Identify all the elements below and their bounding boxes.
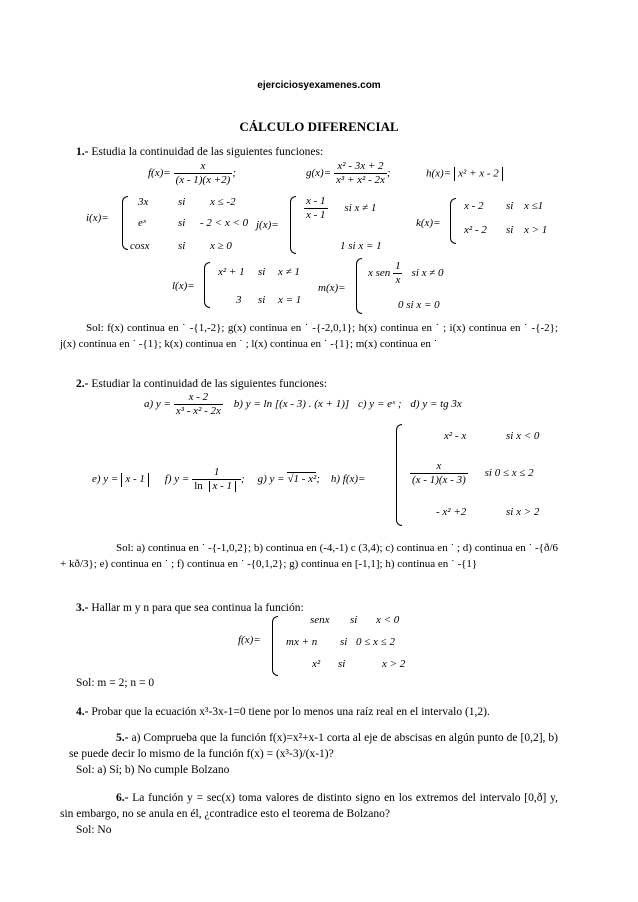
ex1-prompt-text: Estudia la continuidad de las siguientes funciones: [88,146,324,158]
ex5-prompt [60,730,558,762]
ex2-prompt-text: Estudiar la continuidad de las siguientes funciones: [88,378,328,390]
ex6-number: 6.- [116,792,129,804]
ex1-h-body: x² + x - 2 [458,167,499,180]
ex1-g-lhs: g(x)= [306,167,332,180]
ex2-prompt [76,376,558,392]
ex1-h-lhs: h(x)= [426,167,452,180]
ex1-i-lhs: i(x)= [86,212,109,224]
ex6-prompt [60,790,558,822]
ex4-number: 4.- [76,706,89,718]
ex2-a-fraction: $\frac{x - 2}{\text{x³ - x² - 2x}}$ [175,391,221,417]
ex3-lhs: f(x)= [238,634,261,646]
ex3-row-0: senx si x < 0 [310,614,400,626]
ex2-number: 2.- [76,378,89,390]
ex2-e-lhs: e) y = [92,473,119,486]
ex1-l-row-1: 3 si x = 1 [236,294,302,306]
ex2-g-body: 1 - x² [293,473,317,486]
ex1-i-brace [122,196,128,250]
ex2-line-2: e) y = x - 1 f) y = $\frac{1}{\text{ln x - 1}}$ ; g) y = √1 - x²; h) f(x)= [92,466,366,492]
ex3-brace [272,616,278,676]
ex2-solution: Sol: a) continua en ˙ -{-1,0,2}; b) continua en (-4,-1) c (3,4); c) continua en ˙ ; d) continua en ˙ -{ð/6 + kð/3}; e) continua en ˙ ; f) continua en ˙ -{0,1,2}; g) continua en [-1,1]; h) continua en ˙ -{1} [60,542,558,570]
ex4-prompt-text: Probar que la ecuación x³-3x-1=0 tiene por lo menos una raíz real en el intervalo (1,2). [88,706,490,718]
ex1-m-lhs: m(x)= [318,282,346,294]
ex1-k-row-0: x - 2 si x ≤1 [464,200,544,212]
ex3-row-2: x² si x > 2 [312,658,406,670]
ex1-g-fraction: $\frac{\text{x² - 3x + 2}}{\text{x³ + x² - 2x}}$ [336,160,385,186]
ex1-g: g(x)= $\frac{\text{x² - 3x + 2}}{\text{x³ + x² - 2x}}$ ; [306,160,391,186]
ex1-j-brace [290,196,296,254]
ex2-d: d) y = tg 3x [410,398,462,411]
ex5-solution: Sol: a) Sí; b) No cumple Bolzano [76,764,230,776]
ex1-j-row-1: 1 si x = 1 [340,240,382,252]
site-name: ejerciciosyexamenes.com [257,80,381,91]
ex3-solution: Sol: m = 2; n = 0 [76,677,155,689]
ex5-number: 5.- [116,732,129,744]
ex2-h-lhs: h) f(x)= [330,473,366,486]
ex1-h [426,167,506,181]
ex1-solution: Sol: f(x) continua en ˙ -{1,-2}; g(x) continua en ˙ -{-2,0,1}; h(x) continua en ˙ ; i(x) continua en ˙ -{-2}; j(x) continua en ˙ -{1}; k(x) continua en ˙ ; l(x) continua en ˙ -{1}; m(x) continua en ˙ [60,322,558,350]
ex1-j-row-0: $\frac{x - 1}{x - 1}$ si x ≠ 1 [306,195,377,221]
ex1-f-fraction: $\frac{x}{(x - 1)(x +2)}$ [175,160,231,186]
ex2-h-row-0: x² - x si x < 0 [444,430,540,442]
ex2-f-lhs: f) y = [164,473,190,486]
page-title: CÁLCULO DIFERENCIAL [239,119,399,134]
ex2-h-brace [396,424,402,526]
ex1-number: 1.- [76,146,89,158]
ex1-k-lhs: k(x)= [416,217,441,229]
ex2-c: c) y = eˣ ; [358,398,402,411]
ex2-e-body: x - 1 [125,473,145,486]
ex1-l-row-0: x² + 1 si x ≠ 1 [218,266,300,278]
ex2-line-1 [144,391,462,418]
ex1-m-row-0: x sen $\frac{1}{x}$ si x ≠ 0 [368,260,444,286]
ex2-f-fraction: $\frac{1}{\text{ln x - 1}}$ [192,466,241,493]
ex1-prompt [76,144,558,160]
ex1-j-lhs: j(x)= [256,219,279,231]
ex2-h-row-1: $\frac{x}{(x - 1)(x - 3)}$ si 0 ≤ x ≤ 2 [412,460,534,486]
ex4-prompt [76,704,558,720]
ex5-prompt-text: a) Comprueba que la función f(x)=x²+x-1 corta al eje de abscisas en algún punto de [0,2], b)  se puede decir lo mismo de la función f(x) = (x³-3)/(x-1)? [60,732,558,760]
ex2-h-row-2: - x² +2 si x > 2 [436,506,540,518]
ex1-i-row-1: eˣ si - 2 < x < 0 [138,217,249,229]
ex1-m-brace [356,258,362,314]
ex1-k-row-1: x² - 2 si x > 1 [464,224,548,236]
ex1-i-row-2: cosx si x ≥ 0 [130,240,232,252]
ex1-k-brace [450,198,456,244]
ex1-l-brace [204,262,210,308]
ex1-l-lhs: l(x)= [172,280,195,292]
ex6-solution: Sol: No [76,824,112,836]
ex1-i-row-0: 3x si x ≤ -2 [138,196,236,208]
ex3-row-1: mx + n si 0 ≤ x ≤ 2 [286,636,395,648]
ex1-f-lhs: f(x)= [148,167,171,180]
ex1-m-row-1: 0 si x = 0 [398,299,440,311]
ex6-prompt-text: La función y = sec(x) toma valores de distinto signo en los extremos del intervalo [0,ð] y, sin embargo, no se anula en él, ¿contradice esto el teorema de Bolzano? [60,792,558,820]
ex3-prompt-text: Hallar m y n para que sea continua la función: [88,602,304,614]
ex1-f: f(x)= $\frac{x}{(x - 1)(x +2)}$ ; [148,160,236,186]
ex3-number: 3.- [76,602,89,614]
ex2-b: b) y = ln [(x - 3) . (x + 1)] [233,398,350,411]
ex2-a-lhs: a) y = [144,398,171,411]
ex2-g-lhs: g) y = [257,473,285,486]
